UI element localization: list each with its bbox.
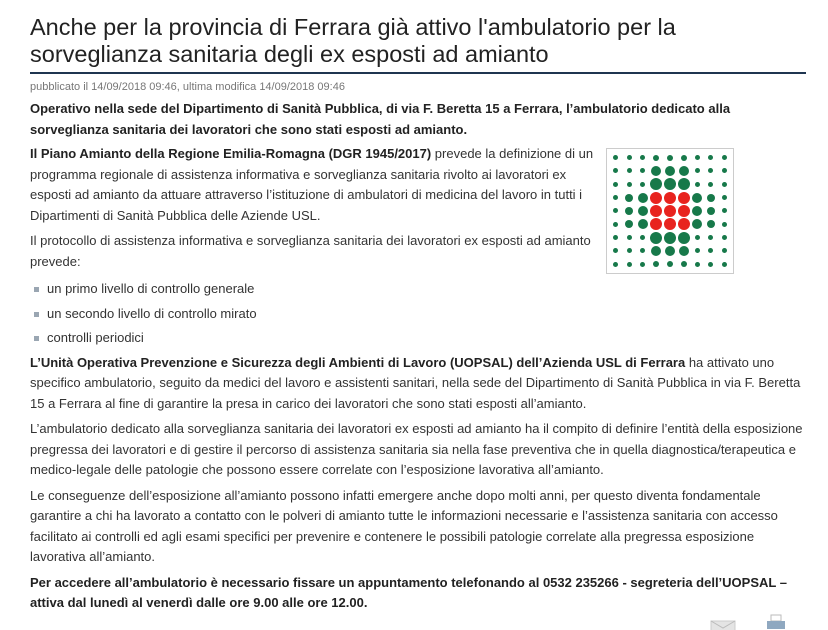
dot xyxy=(640,262,645,267)
dot xyxy=(695,155,700,160)
bold-text: Il Piano Amianto della Regione Emilia-Romagna (DGR 1945/2017) xyxy=(30,146,432,161)
dot xyxy=(695,235,700,240)
dot xyxy=(640,248,645,253)
dot xyxy=(627,182,632,187)
text: ha attivato uno specifico ambulatorio, seguito da medici del lavoro e assistenti sanitari, nella sede del Dipartimento di Sanità Pubblica in via F. Beretta 15 a Ferrara al fine di garantire la presa in carico dei lavoratori che sono stati esposti all’amianto. xyxy=(30,354,801,411)
paragraph-uopsal xyxy=(30,353,806,415)
dot xyxy=(651,246,661,256)
dot xyxy=(708,168,713,173)
dot xyxy=(722,222,727,227)
dot xyxy=(613,222,618,227)
dot xyxy=(665,166,675,176)
dot xyxy=(665,246,675,256)
mail-icon[interactable] xyxy=(710,620,736,630)
dot xyxy=(638,193,648,203)
dot xyxy=(708,262,713,267)
dot xyxy=(679,166,689,176)
dot xyxy=(650,178,662,190)
dot xyxy=(613,182,618,187)
dot xyxy=(722,235,727,240)
bold-text: L’Unità Operativa Prevenzione e Sicurezza degli Ambienti di Lavoro (UOPSAL) dell’Azienda USL di Ferrara xyxy=(30,354,686,370)
dot xyxy=(653,261,659,267)
dot xyxy=(627,155,632,160)
publication-info: pubblicato il 14/09/2018 09:46, ultima modifica 14/09/2018 09:46 xyxy=(30,81,345,93)
dot xyxy=(722,168,727,173)
article xyxy=(30,14,806,618)
dot xyxy=(640,168,645,173)
dot xyxy=(708,182,713,187)
dot xyxy=(707,194,715,202)
dot xyxy=(664,192,676,204)
dot xyxy=(613,155,618,160)
dot xyxy=(678,192,690,204)
dot xyxy=(640,182,645,187)
text: prevede la definizione di un programma regionale di assistenza informativa e sorveglianza sanitaria rivolto ai lavoratori ex esposti ad amianto da attuare attraverso l’istituzione di ambulatori di medicina del lavoro in tutti i Dipartimenti di Sanità Pubblica delle Aziende USL. xyxy=(30,146,594,223)
dot xyxy=(664,205,676,217)
dot xyxy=(667,261,673,267)
dot xyxy=(664,218,676,230)
dot xyxy=(678,178,690,190)
dot xyxy=(678,232,690,244)
dot xyxy=(722,208,727,213)
dot xyxy=(678,218,690,230)
dot xyxy=(625,220,633,228)
dot xyxy=(625,194,633,202)
paragraph-contatti: Per accedere all’ambulatorio è necessario fissare un appuntamento telefonando al 0532 235266 - segreteria dell’UOPSAL – attiva dal lunedì al venerdì dalle ore 9.00 alle ore 12.00. xyxy=(30,574,787,610)
dot xyxy=(650,192,662,204)
dot xyxy=(638,219,648,229)
asbestos-illustration xyxy=(606,148,734,274)
article-lead: Operativo nella sede del Dipartimento di Sanità Pubblica, di via F. Beretta 15 a Ferrara, l’ambulatorio dedicato alla sorveglianza sanitaria dei lavoratori che sono stati esposti ad amianto. xyxy=(30,101,731,137)
protocol-list xyxy=(30,277,806,351)
dot xyxy=(708,155,713,160)
dot xyxy=(640,235,645,240)
dot xyxy=(722,195,727,200)
paragraph-protocollo: Il protocollo di assistenza informativa e sorveglianza sanitaria dei lavoratori ex esposti ad amianto prevede: xyxy=(30,233,591,269)
dot xyxy=(708,248,713,253)
dot xyxy=(692,206,702,216)
dot xyxy=(627,262,632,267)
dot xyxy=(695,168,700,173)
paragraph-compito: L’ambulatorio dedicato alla sorveglianza sanitaria dei lavoratori ex esposti ad amianto ha il compito di definire l’entità della esposizione pregressa dei lavoratori e di gestire il percorso di assistenza sanitaria sia nella fase preventiva che in quella diagnostica/terapeutica e medico-legale delle patologie che possono essere correlate con l’esposizione lavorativa all’amianto. xyxy=(30,421,803,477)
dot xyxy=(650,218,662,230)
dot xyxy=(681,261,687,267)
page-title: Anche per la provincia di Ferrara già attivo l'ambulatorio per la sorveglianza sanitaria degli ex esposti ad amianto xyxy=(30,14,806,74)
dot xyxy=(678,205,690,217)
dot xyxy=(679,246,689,256)
dot xyxy=(695,248,700,253)
dot xyxy=(650,205,662,217)
dot xyxy=(722,155,727,160)
list-item: un secondo livello di controllo mirato xyxy=(30,302,806,327)
paragraph-conseguenze: Le conseguenze dell’esposizione all’amianto possono infatti emergere anche dopo molti anni, per questo diventa fondamentale garantire a chi ha lavorato a contatto con le polveri di amianto tutte le informazioni necessarie e l’assistenza sanitaria con accesso facilitato ai controlli ed agli esami specifici per prevenire e contenere le possibili patologie correlate alla pregressa esposizione lavorativa all’amianto. xyxy=(30,487,778,564)
dot xyxy=(664,232,676,244)
dot xyxy=(707,207,715,215)
dot xyxy=(692,219,702,229)
list-item: un primo livello di controllo generale xyxy=(30,277,806,302)
dot xyxy=(722,182,727,187)
dot xyxy=(613,195,618,200)
dot xyxy=(667,155,673,161)
dot xyxy=(638,206,648,216)
dot xyxy=(695,182,700,187)
dot xyxy=(653,155,659,161)
dot xyxy=(613,168,618,173)
dot xyxy=(613,262,618,267)
dot xyxy=(650,232,662,244)
dot xyxy=(692,193,702,203)
dot xyxy=(627,168,632,173)
dot xyxy=(681,155,687,161)
dot xyxy=(722,248,727,253)
dot xyxy=(695,262,700,267)
dot xyxy=(627,248,632,253)
dot xyxy=(707,220,715,228)
dot xyxy=(640,155,645,160)
dot xyxy=(664,178,676,190)
dot xyxy=(651,166,661,176)
list-item: controlli periodici xyxy=(30,326,806,351)
dot xyxy=(625,207,633,215)
dot xyxy=(627,235,632,240)
dot xyxy=(708,235,713,240)
dot xyxy=(722,262,727,267)
dot xyxy=(613,248,618,253)
dot xyxy=(613,235,618,240)
dot xyxy=(613,208,618,213)
